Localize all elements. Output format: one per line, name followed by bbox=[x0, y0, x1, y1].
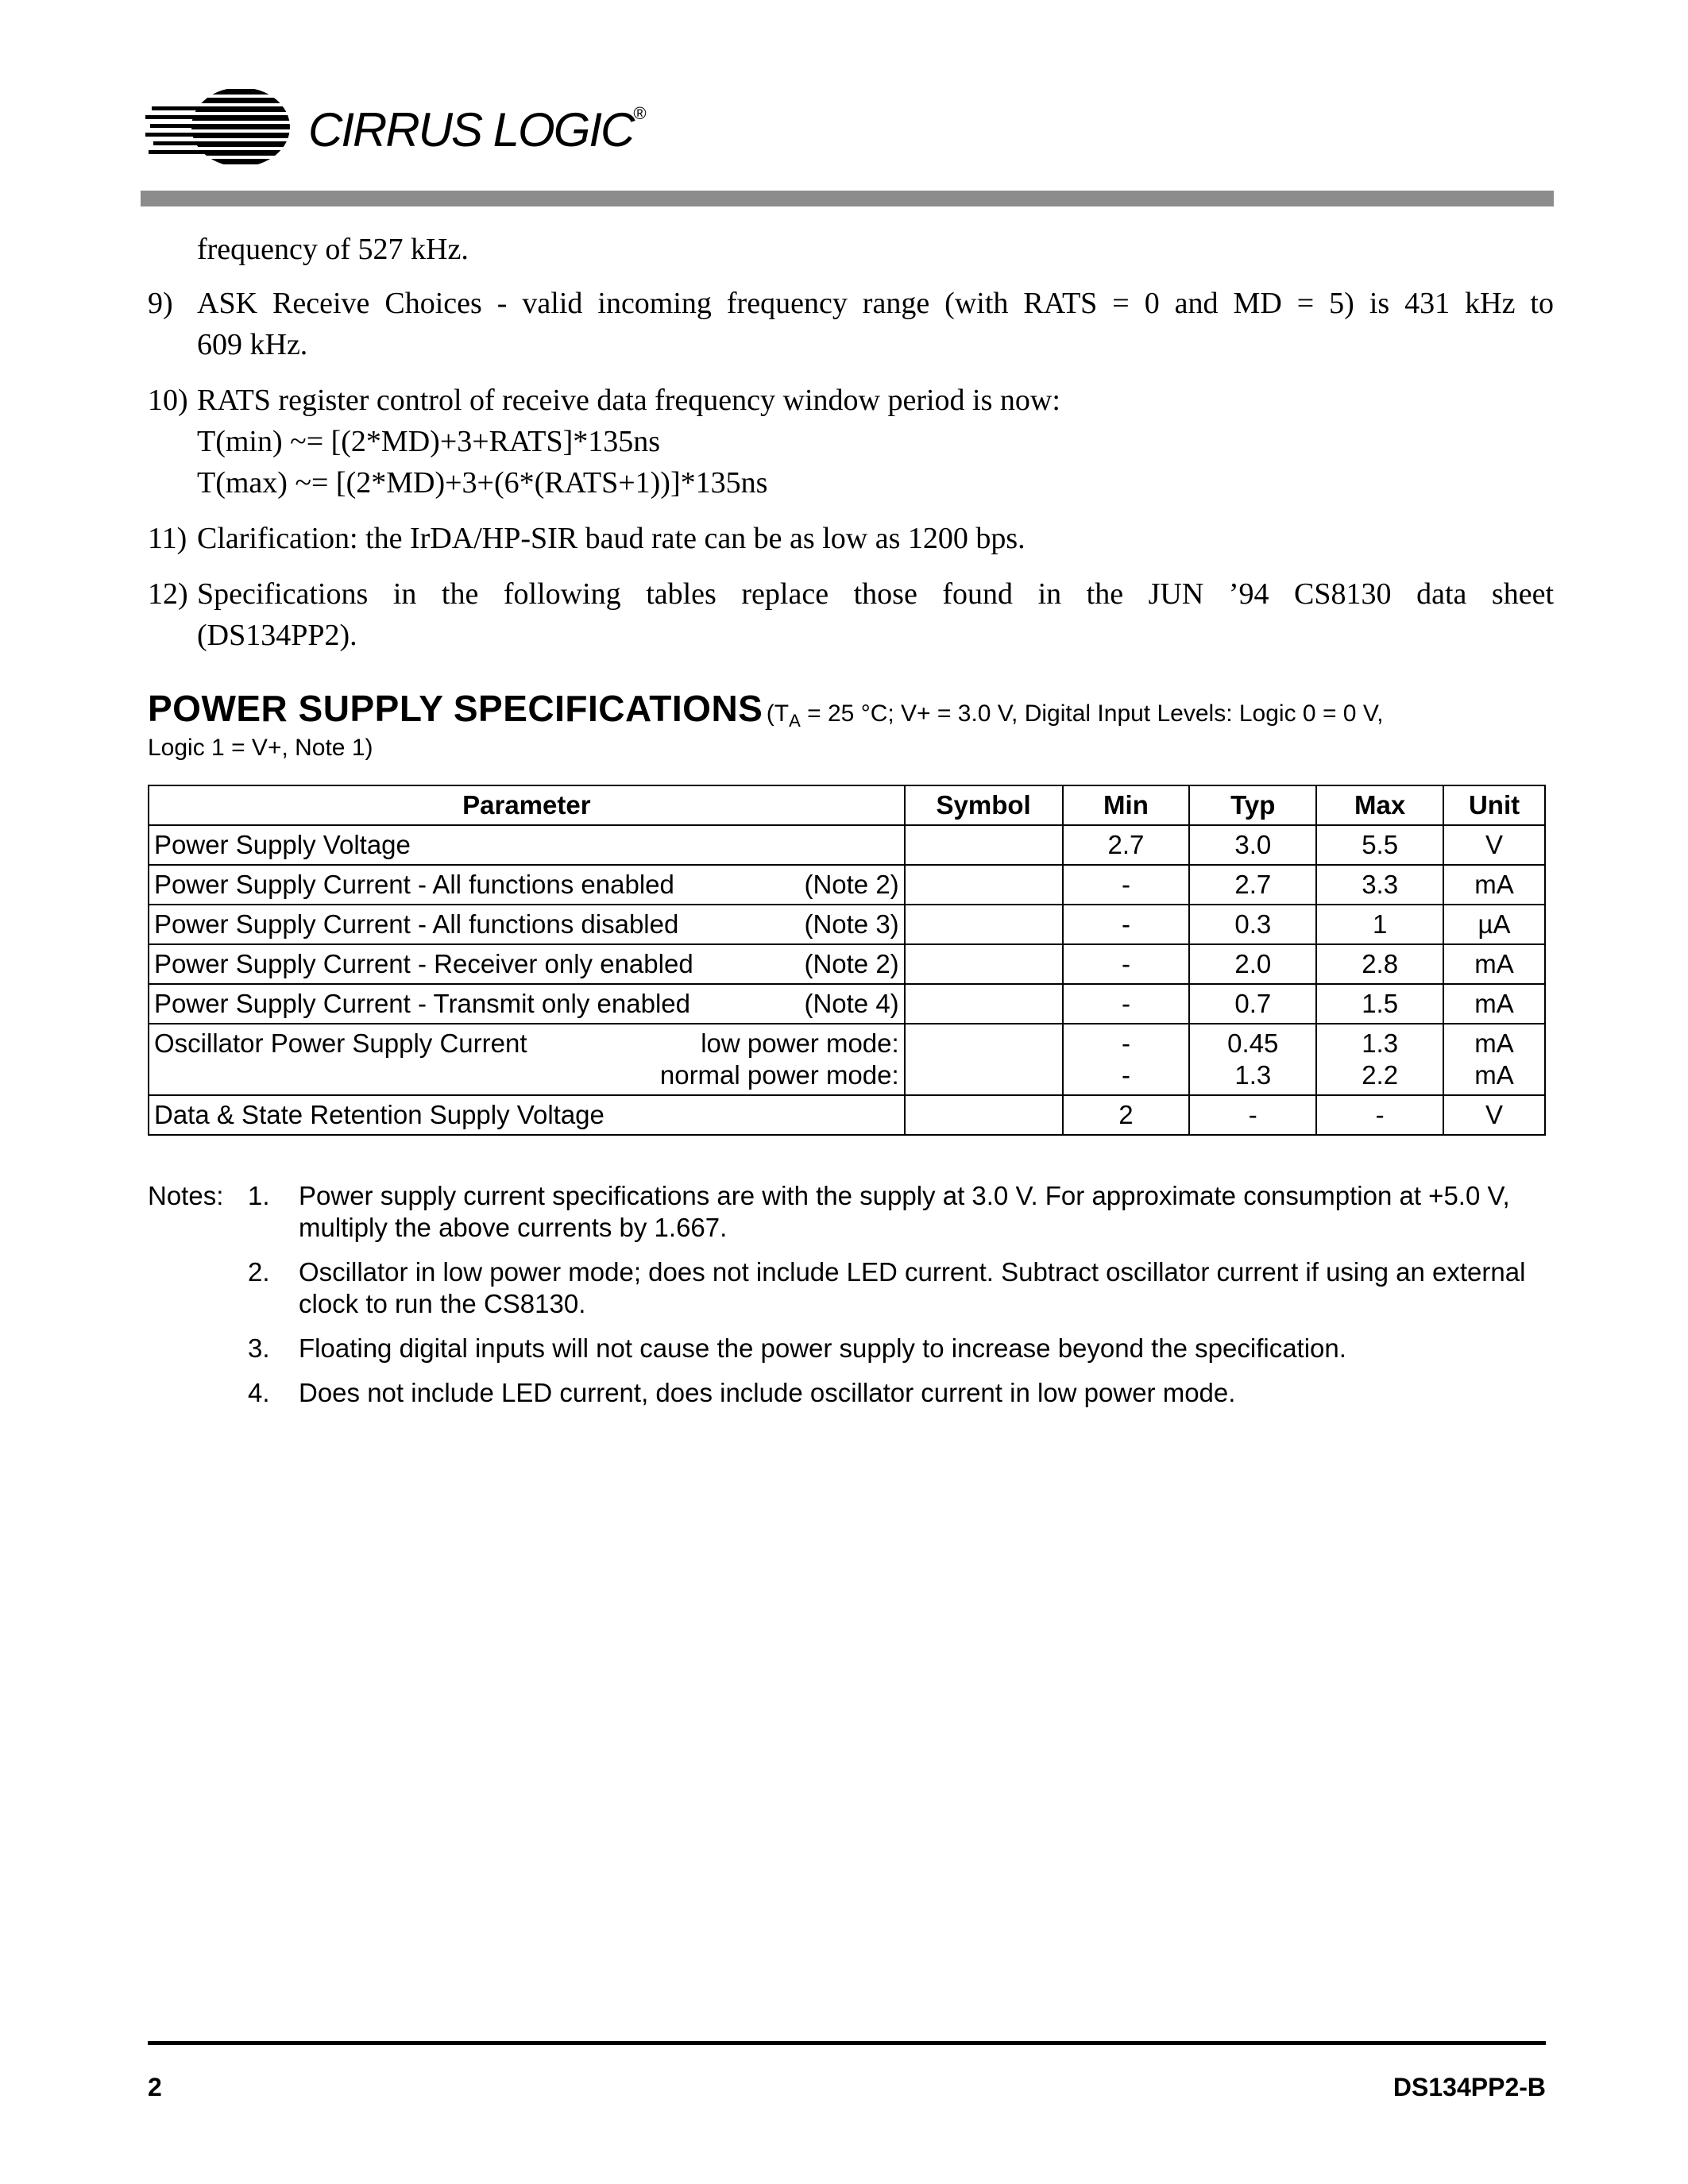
footer-rule bbox=[148, 2041, 1546, 2045]
list-item-12 bbox=[148, 573, 1554, 656]
unit-cell: V bbox=[1443, 825, 1545, 865]
note-text: Floating digital inputs will not cause the power supply to increase beyond the specification. bbox=[299, 1333, 1346, 1363]
note-number: 1. bbox=[248, 1181, 270, 1210]
typ-cell: 3.0 bbox=[1189, 825, 1316, 865]
header-rule bbox=[141, 191, 1554, 206]
note-item bbox=[148, 1256, 1554, 1320]
note-item bbox=[148, 1180, 1554, 1244]
table-row bbox=[149, 905, 1545, 944]
typ-cell: 0.7 bbox=[1189, 984, 1316, 1024]
max-cell: 1.3 2.2 bbox=[1316, 1024, 1443, 1095]
min-cell: - bbox=[1063, 905, 1190, 944]
typ-cell: 2.7 bbox=[1189, 865, 1316, 905]
list-item-line: (DS134PP2). bbox=[197, 619, 357, 652]
column-header: Symbol bbox=[905, 785, 1063, 825]
min-cell: - bbox=[1063, 865, 1190, 905]
list-item-number: 12) bbox=[148, 577, 188, 611]
param-cell: Power Supply Current - Transmit only enabled (Note 4) bbox=[149, 984, 905, 1024]
list-item-line: ASK Receive Choices - valid incoming frequency range (with RATS = 0 and MD = 5) is 431 kHz to bbox=[197, 287, 1554, 320]
list-item-line: 609 kHz. bbox=[197, 328, 308, 361]
unit-cell: mA bbox=[1443, 984, 1545, 1024]
max-cell: 1 bbox=[1316, 905, 1443, 944]
note-number: 3. bbox=[248, 1333, 270, 1363]
cirrus-logic-logo bbox=[145, 78, 645, 173]
note-text: Power supply current specifications are with the supply at 3.0 V. For approximate consumption at +5.0 V, multiply the above currents by 1.667. bbox=[299, 1181, 1510, 1242]
table-row bbox=[149, 1095, 1545, 1135]
list-item-line: Clarification: the IrDA/HP-SIR baud rate can be as low as 1200 bps. bbox=[197, 522, 1026, 555]
table-row bbox=[149, 984, 1545, 1024]
logo-wordmark: CIRRUS LOGIC® bbox=[308, 103, 645, 156]
max-cell: 3.3 bbox=[1316, 865, 1443, 905]
max-cell: 1.5 bbox=[1316, 984, 1443, 1024]
unit-cell: µA bbox=[1443, 905, 1545, 944]
document-id: DS134PP2-B bbox=[1393, 2073, 1546, 2101]
continuation-paragraph: frequency of 527 kHz. bbox=[197, 233, 469, 266]
symbol-cell bbox=[905, 865, 1063, 905]
cirrus-logo-mark-icon bbox=[145, 78, 304, 173]
list-item-10 bbox=[148, 380, 1554, 504]
table-row bbox=[149, 865, 1545, 905]
page-number: 2 bbox=[148, 2073, 162, 2101]
symbol-cell bbox=[905, 984, 1063, 1024]
list-item-9 bbox=[148, 283, 1554, 365]
symbol-cell bbox=[905, 1095, 1063, 1135]
column-header: Parameter bbox=[149, 785, 905, 825]
list-item-number: 11) bbox=[148, 522, 187, 555]
unit-cell: mA mA bbox=[1443, 1024, 1545, 1095]
power-supply-spec-table bbox=[148, 785, 1546, 1136]
section-heading bbox=[148, 687, 1554, 762]
table-row-oscillator bbox=[149, 1024, 1545, 1095]
param-cell: Power Supply Current - All functions enabled (Note 2) bbox=[149, 865, 905, 905]
list-item-number: 9) bbox=[148, 287, 173, 320]
column-header: Unit bbox=[1443, 785, 1545, 825]
note-text: Oscillator in low power mode; does not include LED current. Subtract oscillator current if using an external clock to run the CS8130. bbox=[299, 1257, 1526, 1318]
column-header: Min bbox=[1063, 785, 1190, 825]
list-item-number: 10) bbox=[148, 384, 188, 417]
max-cell: - bbox=[1316, 1095, 1443, 1135]
param-cell: Oscillator Power Supply Current low power mode: normal power mode: bbox=[149, 1024, 905, 1095]
note-text: Does not include LED current, does include oscillator current in low power mode. bbox=[299, 1378, 1236, 1407]
min-cell: - bbox=[1063, 944, 1190, 984]
param-cell: Data & State Retention Supply Voltage bbox=[149, 1095, 905, 1135]
notes-section bbox=[148, 1180, 1554, 1422]
formula-tmin: T(min) ~= [(2*MD)+3+RATS]*135ns bbox=[197, 425, 661, 458]
section-title: POWER SUPPLY SPECIFICATIONS bbox=[148, 688, 763, 729]
min-cell: 2.7 bbox=[1063, 825, 1190, 865]
list-item-11 bbox=[148, 518, 1554, 559]
table-header-row bbox=[149, 785, 1545, 825]
unit-cell: V bbox=[1443, 1095, 1545, 1135]
list-item-line: RATS register control of receive data frequency window period is now: bbox=[197, 384, 1060, 417]
typ-cell: - bbox=[1189, 1095, 1316, 1135]
max-cell: 5.5 bbox=[1316, 825, 1443, 865]
unit-cell: mA bbox=[1443, 865, 1545, 905]
symbol-cell bbox=[905, 825, 1063, 865]
typ-cell: 0.45 1.3 bbox=[1189, 1024, 1316, 1095]
table-row bbox=[149, 825, 1545, 865]
registered-mark: ® bbox=[633, 103, 645, 123]
column-header: Typ bbox=[1189, 785, 1316, 825]
symbol-cell bbox=[905, 944, 1063, 984]
symbol-cell bbox=[905, 905, 1063, 944]
list-item-line: Specifications in the following tables replace those found in the JUN ’94 CS8130 data sheet bbox=[197, 577, 1554, 611]
min-cell: - - bbox=[1063, 1024, 1190, 1095]
min-cell: - bbox=[1063, 984, 1190, 1024]
unit-cell: mA bbox=[1443, 944, 1545, 984]
min-cell: 2 bbox=[1063, 1095, 1190, 1135]
table-row bbox=[149, 944, 1545, 984]
note-item bbox=[148, 1377, 1554, 1409]
param-cell: Power Supply Current - All functions disabled (Note 3) bbox=[149, 905, 905, 944]
notes-label: Notes: bbox=[148, 1181, 224, 1210]
symbol-cell bbox=[905, 1024, 1063, 1095]
formula-tmax: T(max) ~= [(2*MD)+3+(6*(RATS+1))]*135ns bbox=[197, 466, 768, 500]
note-number: 2. bbox=[248, 1257, 270, 1287]
column-header: Max bbox=[1316, 785, 1443, 825]
note-item bbox=[148, 1333, 1554, 1364]
max-cell: 2.8 bbox=[1316, 944, 1443, 984]
section-conditions: ($T_A = 25$ °C; V+ = 3.0 V, Digital Input Levels: Logic 0 = 0 V, bbox=[766, 700, 1384, 731]
param-cell: Power Supply Current - Receiver only enabled (Note 2) bbox=[149, 944, 905, 984]
typ-cell: 0.3 bbox=[1189, 905, 1316, 944]
note-number: 4. bbox=[248, 1378, 270, 1407]
section-conditions-line2: Logic 1 = V+, Note 1) bbox=[148, 735, 373, 761]
param-cell: Power Supply Voltage bbox=[149, 825, 905, 865]
typ-cell: 2.0 bbox=[1189, 944, 1316, 984]
